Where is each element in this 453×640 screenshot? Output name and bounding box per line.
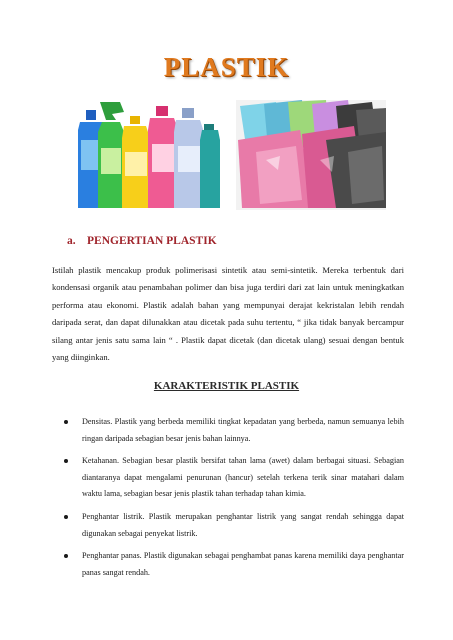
karakteristik-list bbox=[62, 414, 404, 587]
bullet-icon bbox=[64, 459, 68, 463]
page-title: PLASTIK bbox=[163, 52, 290, 82]
list-item: Penghantar panas. Plastik digunakan sebagai penghambat panas karena memiliki daya penghantar panas sangat rendah. bbox=[62, 548, 404, 581]
list-item: Ketahanan. Sebagian besar plastik bersifat tahan lama (awet) dalam berbagai situasi. Sebagian diantaranya dapat mengalami penurunan (hancur) setelah terkena terik sinar matahari dalam waktu lama, sebagian besar jenis plastik tahan terhadap tahan kimia. bbox=[62, 453, 404, 503]
plastic-bottles-image bbox=[72, 100, 222, 212]
karakteristik-heading: KARAKTERISTIK PLASTIK bbox=[153, 380, 300, 392]
list-item: Penghantar listrik. Plastik merupakan penghantar listrik yang sangat rendah sehingga dapat digunakan sebagai penyekat listrik. bbox=[62, 509, 404, 542]
plastic-bags-image bbox=[236, 100, 386, 210]
section-heading-pengertian bbox=[67, 235, 217, 247]
bullet-icon bbox=[64, 515, 68, 519]
definition-paragraph: Istilah plastik mencakup produk polimerisasi sintetik atau semi-sintetik. Mereka terbentuk dari kondensasi organik atau penambahan polimer dan bisa juga terdiri dari zat lain untuk meningkatkan performa atau ekonomi. Plastik adalah bahan yang mempunyai derajat kekristalan lebih rendah daripada serat, dan dapat dilunakkan atau dicetak pada suhu tertentu, “ jika tidak banyak bercampur silang antar jenis satu sama lain “ . Plastik dapat dicetak (dan dicetak ulang) sesuai dengan bentuk yang diinginkan. bbox=[52, 265, 404, 363]
section-number: a. bbox=[67, 235, 76, 247]
bullet-icon bbox=[64, 420, 68, 424]
bullet-icon bbox=[64, 554, 68, 558]
list-item: Densitas. Plastik yang berbeda memiliki tingkat kepadatan yang berbeda, namun semuanya lebih ringan daripada sebagian besar jenis bahan lainnya. bbox=[62, 414, 404, 447]
section-title: PENGERTIAN PLASTIK bbox=[87, 235, 217, 247]
